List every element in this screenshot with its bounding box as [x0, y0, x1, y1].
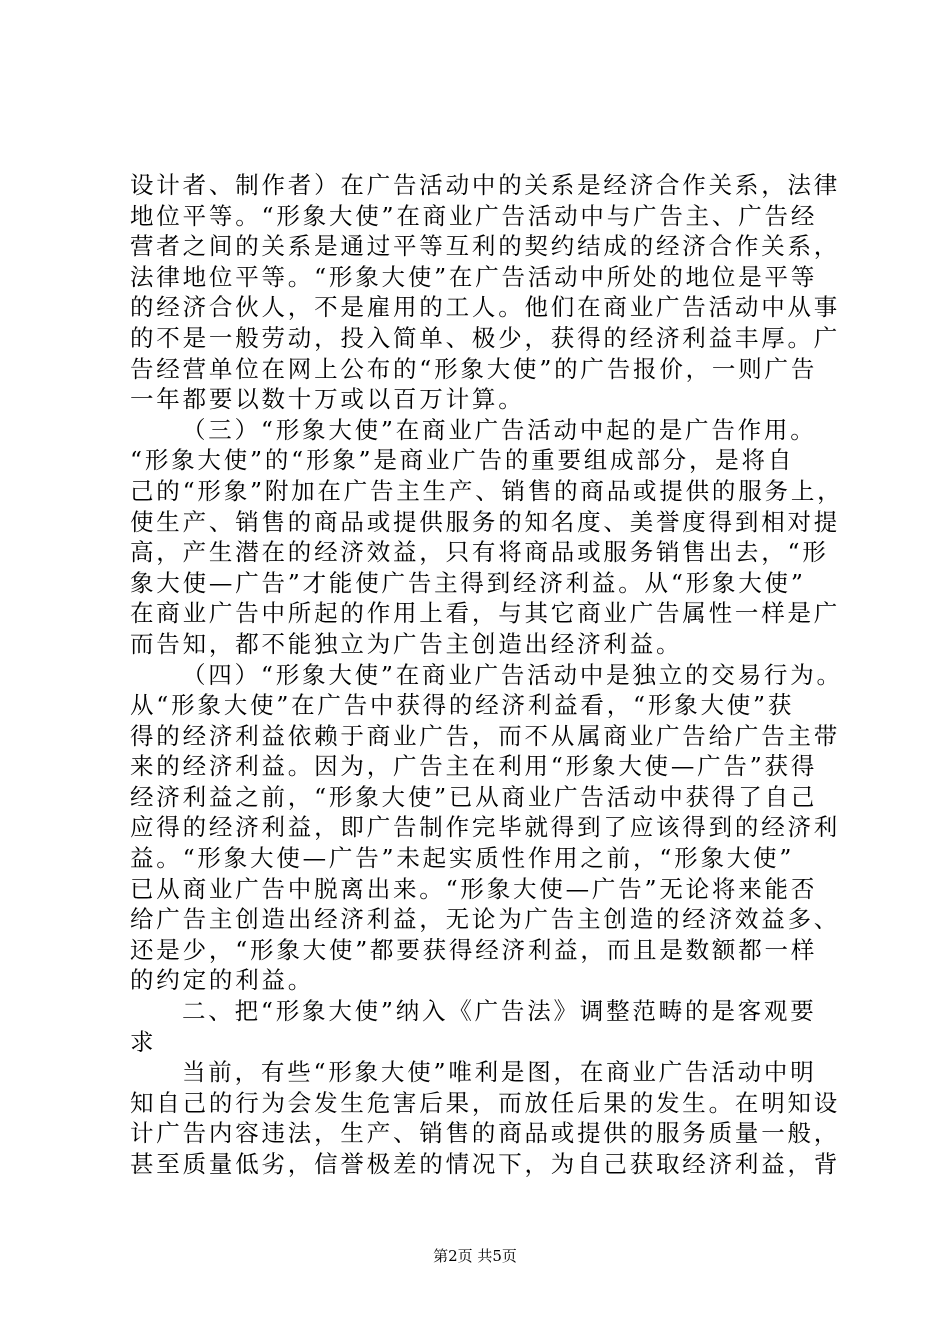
- text-line: 已从商业广告中脱离出来。“形象大使—广告”无论将来能否: [130, 874, 818, 903]
- text-line: 法律地位平等。“形象大使”在广告活动中所处的地位是平等: [130, 262, 818, 291]
- text-line: 告经营单位在网上公布的“形象大使”的广告报价，一则广告: [130, 354, 818, 383]
- text-line: 的不是一般劳动，投入简单、极少，获得的经济利益丰厚。广: [130, 323, 841, 352]
- text-line: 二、把“形象大使”纳入《广告法》调整范畴的是客观要: [182, 997, 817, 1026]
- text-line: 求: [130, 1027, 157, 1056]
- text-line: 还是少，“形象大使”都要获得经济利益，而且是数额都一样: [130, 935, 818, 964]
- text-line: 的约定的利益。: [130, 966, 315, 995]
- text-line: 地位平等。“形象大使”在商业广告活动中与广告主、广告经: [130, 201, 818, 230]
- text-line: 应得的经济利益，即广告制作完毕就得到了应该得到的经济利: [130, 813, 841, 842]
- text-line: 一年都要以数十万或以百万计算。: [130, 385, 525, 414]
- text-line: 高，产生潜在的经济效益，只有将商品或服务销售出去，“形: [130, 538, 829, 567]
- page-footer: 第2页 共5页: [433, 1247, 517, 1265]
- text-line: 在商业广告中所起的作用上看，与其它商业广告属性一样是广: [130, 599, 841, 628]
- text-line: 而告知，都不能独立为广告主创造出经济利益。: [130, 629, 683, 658]
- text-line: 来的经济利益。因为，广告主在利用“形象大使—广告”获得: [130, 752, 818, 781]
- text-line: 使生产、销售的商品或提供服务的知名度、美誉度得到相对提: [130, 507, 841, 536]
- document-body: [130, 170, 850, 1180]
- text-line: 经济利益之前，“形象大使”已从商业广告活动中获得了自己: [130, 782, 818, 811]
- text-line: 当前，有些“形象大使”唯利是图，在商业广告活动中明: [182, 1058, 817, 1087]
- text-line: （三）“形象大使”在商业广告活动中起的是广告作用。: [182, 415, 817, 444]
- text-line: 得的经济利益依赖于商业广告，而不从属商业广告给广告主带: [130, 721, 841, 750]
- text-line: 设计者、制作者）在广告活动中的关系是经济合作关系，法律: [130, 171, 841, 199]
- text-line: 甚至质量低劣，信誉极差的情况下，为自己获取经济利益，背: [130, 1150, 841, 1178]
- text-line: 的经济合伙人，不是雇用的工人。他们在商业广告活动中从事: [130, 293, 841, 322]
- text-line: 象大使—广告”才能使广告主得到经济利益。从“形象大使”: [130, 568, 806, 597]
- text-line: 己的“形象”附加在广告主生产、销售的商品或提供的服务上，: [130, 476, 844, 505]
- text-line: “形象大使”的“形象”是商业广告的重要组成部分，是将自: [130, 446, 795, 475]
- text-line: （四）“形象大使”在商业广告活动中是独立的交易行为。: [182, 660, 843, 689]
- text-line: 给广告主创造出经济利益，无论为广告主创造的经济效益多、: [130, 905, 841, 934]
- text-line: 益。“形象大使—广告”未起实质性作用之前，“形象大使”: [130, 844, 795, 873]
- text-line: 知自己的行为会发生危害后果，而放任后果的发生。在明知设: [130, 1088, 841, 1117]
- text-line: 从“形象大使”在广告中获得的经济利益看，“形象大使”获: [130, 691, 795, 720]
- text-line: 营者之间的关系是通过平等互利的契约结成的经济合作关系，: [130, 232, 841, 261]
- text-line: 计广告内容违法，生产、销售的商品或提供的服务质量一般，: [130, 1119, 841, 1148]
